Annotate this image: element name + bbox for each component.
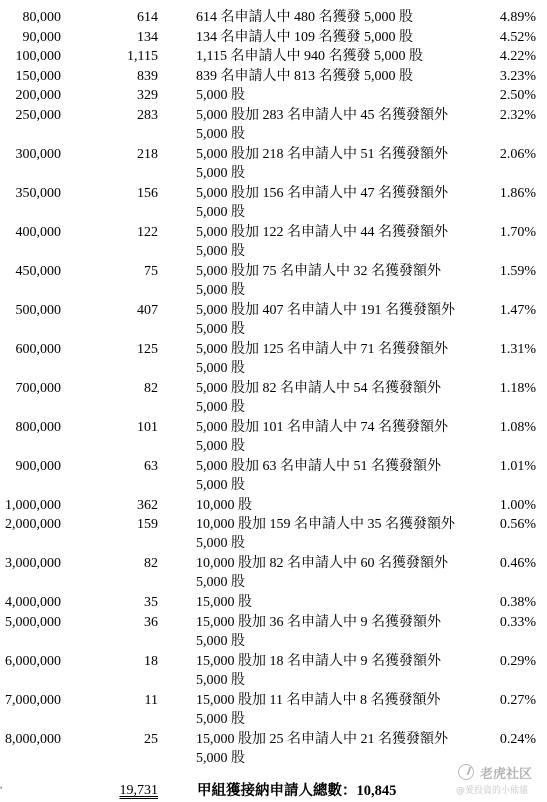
allotment-percentage: 3.23%: [499, 68, 536, 84]
allotment-percentage: 2.06%: [499, 146, 536, 162]
basis-line: 5,000 股加 63 名申請人中 51 名獲發額外: [196, 458, 441, 474]
basis-line-continued: 5,000 股: [196, 126, 245, 142]
allotment-basis: [196, 593, 252, 613]
allotment-percentage: 1.70%: [499, 224, 536, 240]
basis-line-continued: 5,000 股: [196, 204, 245, 220]
valid-applications: 36: [144, 614, 158, 630]
table-row: [0, 223, 547, 259]
valid-applications: 134: [137, 29, 158, 45]
valid-applications: 25: [144, 731, 158, 747]
allotment-percentage: 0.33%: [499, 614, 536, 630]
valid-applications: 614: [137, 10, 158, 25]
table-row: [0, 691, 547, 727]
allotment-basis: [196, 184, 448, 223]
allotment-basis: [196, 730, 448, 769]
allotment-percentage: 0.24%: [499, 731, 536, 747]
shares-applied: 350,000: [15, 185, 61, 201]
basis-line: 5,000 股加 125 名申請人中 71 名獲發額外: [196, 341, 448, 357]
allotment-percentage: 0.27%: [499, 692, 536, 708]
valid-applications: 63: [144, 458, 158, 474]
allotment-basis: [196, 262, 441, 301]
basis-line-continued: 5,000 股: [196, 575, 245, 590]
total-applications: 19,731: [119, 783, 158, 798]
watermark-user: @愛投資的小熊貓: [456, 786, 529, 796]
allotment-basis: [196, 652, 441, 691]
table-row: [0, 379, 547, 415]
shares-applied: 200,000: [15, 88, 61, 103]
allotment-basis: [196, 515, 455, 554]
basis-line: 15,000 股: [196, 595, 252, 610]
table-row: [0, 593, 547, 613]
shares-applied: 90,000: [22, 29, 61, 45]
basis-line: 10,000 股: [196, 497, 252, 513]
allotment-percentage: 1.01%: [499, 458, 536, 474]
valid-applications: 101: [137, 419, 158, 435]
basis-line: 5,000 股加 156 名申請人中 47 名獲發額外: [196, 185, 448, 201]
table-row: [0, 457, 547, 493]
table-row: [0, 613, 547, 649]
allotment-percentage: 4.22%: [499, 49, 536, 64]
shares-applied: 250,000: [15, 107, 61, 123]
shares-applied: 5,000,000: [5, 614, 61, 630]
allotment-percentage: 4.89%: [499, 10, 536, 25]
allotment-basis: [196, 86, 245, 106]
table-row: [0, 340, 547, 376]
basis-line-continued: 5,000 股: [196, 438, 245, 454]
allotment-percentage: 1.00%: [499, 497, 536, 513]
valid-applications: 839: [137, 68, 158, 84]
shares-applied: 700,000: [15, 380, 61, 396]
shares-applied: 150,000: [15, 68, 61, 84]
basis-line-continued: 5,000 股: [196, 711, 245, 727]
valid-applications: 122: [137, 224, 158, 240]
valid-applications: 159: [137, 517, 158, 532]
allotment-basis: [196, 613, 441, 652]
table-row: [0, 496, 547, 516]
valid-applications: 283: [137, 107, 158, 123]
allotment-percentage: 1.18%: [499, 380, 536, 396]
allotment-basis: [196, 145, 448, 184]
footer-mark: ': [0, 783, 3, 797]
shares-applied: 900,000: [15, 458, 61, 474]
basis-line: 5,000 股加 101 名申請人中 74 名獲發額外: [196, 419, 448, 435]
allotment-basis: [196, 47, 423, 67]
shares-applied: 80,000: [22, 10, 61, 25]
valid-applications: 329: [137, 88, 158, 103]
basis-line: 5,000 股加 122 名申請人中 44 名獲發額外: [196, 224, 448, 240]
basis-line: 1,115 名申請人中 940 名獲發 5,000 股: [196, 49, 423, 64]
basis-line: 5,000 股加 283 名申請人中 45 名獲發額外: [196, 107, 448, 123]
shares-applied: 6,000,000: [5, 653, 61, 669]
allotment-percentage: 4.52%: [499, 29, 536, 45]
shares-applied: 450,000: [15, 263, 61, 279]
shares-applied: 7,000,000: [5, 692, 61, 708]
allotment-basis: [196, 379, 441, 418]
allotment-basis: [196, 8, 413, 28]
shares-applied: 8,000,000: [5, 731, 61, 747]
valid-applications: 82: [144, 380, 158, 396]
basis-line-continued: 5,000 股: [196, 321, 245, 337]
allotment-percentage: 0.29%: [499, 653, 536, 669]
allotment-percentage: 1.47%: [499, 302, 536, 318]
basis-line: 614 名申請人中 480 名獲發 5,000 股: [196, 10, 413, 25]
table-row: [0, 67, 547, 87]
table-row: [0, 554, 547, 590]
valid-applications: 82: [144, 556, 158, 571]
shares-applied: 500,000: [15, 302, 61, 318]
table-row: [0, 515, 547, 551]
valid-applications: 407: [137, 302, 158, 318]
allotment-basis: [196, 496, 252, 516]
basis-line-continued: 5,000 股: [196, 243, 245, 259]
allotment-basis: [196, 28, 413, 48]
shares-applied: 800,000: [15, 419, 61, 435]
basis-line: 134 名申請人中 109 名獲發 5,000 股: [196, 29, 413, 45]
allotment-basis: [196, 340, 448, 379]
watermark-brand: 老虎社区: [480, 767, 533, 782]
watermark: [456, 762, 546, 802]
basis-line-continued: 5,000 股: [196, 536, 245, 551]
valid-applications: 156: [137, 185, 158, 201]
allotment-percentage: 2.50%: [499, 88, 536, 103]
basis-line-continued: 5,000 股: [196, 672, 245, 688]
basis-line: 5,000 股: [196, 88, 245, 103]
basis-line-continued: 5,000 股: [196, 750, 245, 766]
basis-line-continued: 5,000 股: [196, 165, 245, 181]
basis-line-continued: 5,000 股: [196, 477, 245, 493]
allotment-basis: [196, 301, 455, 340]
shares-applied: 3,000,000: [5, 556, 61, 571]
allotment-percentage: 1.08%: [499, 419, 536, 435]
table-row: [0, 86, 547, 106]
table-row: [0, 301, 547, 337]
valid-applications: 18: [144, 653, 158, 669]
basis-line-continued: 5,000 股: [196, 282, 245, 298]
shares-applied: 2,000,000: [5, 517, 61, 532]
allotment-percentage: 0.46%: [499, 556, 536, 571]
valid-applications: 75: [144, 263, 158, 279]
valid-applications: 35: [144, 595, 158, 610]
valid-applications: 218: [137, 146, 158, 162]
table-row: [0, 262, 547, 298]
allotment-percentage: 0.38%: [499, 595, 536, 610]
basis-line: 839 名申請人中 813 名獲發 5,000 股: [196, 68, 413, 84]
basis-line-continued: 5,000 股: [196, 360, 245, 376]
shares-applied: 400,000: [15, 224, 61, 240]
table-row: [0, 47, 547, 67]
table-row: [0, 28, 547, 48]
basis-line: 10,000 股加 82 名申請人中 60 名獲發額外: [196, 556, 448, 571]
table-row: [0, 418, 547, 454]
basis-line: 15,000 股加 25 名申請人中 21 名獲發額外: [196, 731, 448, 747]
table-row: [0, 184, 547, 220]
accepted-applicants-total: 甲組獲接納申請人總數：10,845: [197, 783, 397, 799]
allotment-percentage: 1.86%: [499, 185, 536, 201]
table-row: [0, 145, 547, 181]
tiger-logo-icon: [458, 764, 474, 780]
basis-line-continued: 5,000 股: [196, 399, 245, 415]
basis-line-continued: 5,000 股: [196, 633, 245, 649]
allotment-percentage: 1.59%: [499, 263, 536, 279]
valid-applications: 125: [137, 341, 158, 357]
allotment-basis: [196, 691, 440, 730]
table-row: [0, 652, 547, 688]
allotment-basis: [196, 67, 413, 87]
basis-line: 15,000 股加 36 名申請人中 9 名獲發額外: [196, 614, 441, 630]
allotment-basis: [196, 106, 448, 145]
shares-applied: 100,000: [15, 49, 61, 64]
shares-applied: 300,000: [15, 146, 61, 162]
valid-applications: 1,115: [127, 49, 158, 64]
allotment-basis: [196, 554, 448, 593]
table-row: [0, 106, 547, 142]
basis-line: 15,000 股加 11 名申請人中 8 名獲發額外: [196, 692, 441, 708]
table-row: [0, 730, 547, 766]
shares-applied: 1,000,000: [5, 497, 61, 513]
valid-applications: 11: [144, 692, 158, 708]
basis-line: 5,000 股加 75 名申請人中 32 名獲發額外: [196, 263, 441, 279]
basis-line: 10,000 股加 159 名申請人中 35 名獲發額外: [196, 517, 455, 532]
shares-applied: 4,000,000: [5, 595, 61, 610]
allotment-basis: [196, 418, 448, 457]
table-row: [0, 8, 547, 28]
allotment-basis: [196, 457, 441, 496]
allotment-percentage: 0.56%: [499, 517, 536, 532]
basis-line: 15,000 股加 18 名申請人中 9 名獲發額外: [196, 653, 441, 669]
basis-line: 5,000 股加 82 名申請人中 54 名獲發額外: [196, 380, 441, 396]
valid-applications: 362: [137, 497, 158, 513]
allotment-percentage: 1.31%: [499, 341, 536, 357]
basis-line: 5,000 股加 407 名申請人中 191 名獲發額外: [196, 302, 455, 318]
allotment-basis: [196, 223, 448, 262]
shares-applied: 600,000: [15, 341, 61, 357]
allotment-percentage: 2.32%: [499, 107, 536, 123]
basis-line: 5,000 股加 218 名申請人中 51 名獲發額外: [196, 146, 448, 162]
